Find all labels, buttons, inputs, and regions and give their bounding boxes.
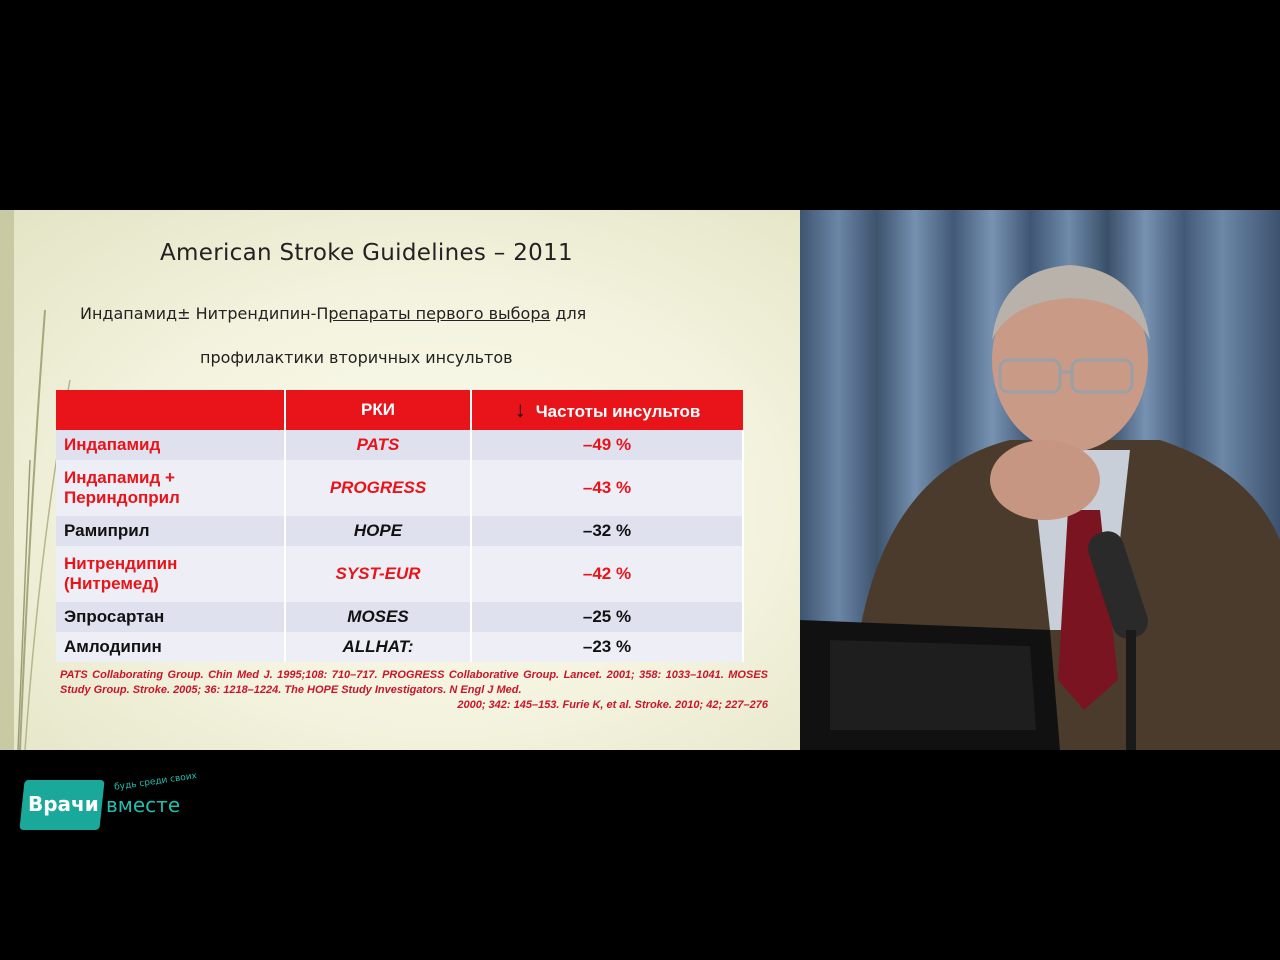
drug-line1: Индапамид +: [64, 468, 175, 487]
references: [60, 668, 768, 713]
value-cell: –49 %: [471, 430, 743, 460]
table-row: [56, 516, 743, 546]
drug-cell: [56, 460, 285, 516]
value-cell: –43 %: [471, 460, 743, 516]
subtitle-underlined: репараты первого выбора: [328, 304, 551, 323]
speaker-video-image: [800, 210, 1280, 750]
header-stroke-rate-label: Частоты инсультов: [535, 402, 701, 421]
drug-cell: Индапамид: [56, 430, 285, 460]
value-cell: –32 %: [471, 516, 743, 546]
table-row: [56, 430, 743, 460]
table-row: [56, 546, 743, 602]
trial-cell: PATS: [285, 430, 471, 460]
drug-cell: Рамиприл: [56, 516, 285, 546]
header-drug: [56, 390, 285, 430]
references-line2: 2000; 342: 145–153. Furie K, et al. Stroke. 2010; 42; 227–276: [457, 699, 768, 711]
drug-line1: Нитрендипин: [64, 554, 178, 573]
trials-table: [56, 390, 744, 662]
drug-cell: [56, 546, 285, 602]
drug-cell: Амлодипин: [56, 632, 285, 662]
drug-line2: (Нитремед): [64, 574, 159, 593]
speaker-video: [800, 210, 1280, 750]
slide-subtitle-line1: [80, 304, 586, 323]
logo-tagline: будь среди своих: [113, 771, 198, 793]
logo-part1: Врачи: [28, 792, 99, 816]
value-cell: –42 %: [471, 546, 743, 602]
drug-cell: Эпросартан: [56, 602, 285, 632]
value-cell: –23 %: [471, 632, 743, 662]
value-cell: –25 %: [471, 602, 743, 632]
table-row: [56, 632, 743, 662]
trial-cell: HOPE: [285, 516, 471, 546]
header-stroke-rate: [471, 390, 743, 430]
header-trial: РКИ: [285, 390, 471, 430]
logo-part2: вместе: [106, 793, 181, 817]
down-arrow-icon: ↓: [514, 397, 526, 422]
slide-title: American Stroke Guidelines – 2011: [160, 240, 573, 266]
trial-cell: ALLHAT:: [285, 632, 471, 662]
subtitle-suffix: для: [550, 304, 587, 323]
subtitle-prefix: Индапамид± Нитрендипин-П: [80, 304, 329, 323]
presentation-slide: [0, 210, 800, 750]
trial-cell: PROGRESS: [285, 460, 471, 516]
table-row: [56, 460, 743, 516]
references-line1: PATS Collaborating Group. Chin Med J. 1995;108: 710–717. PROGRESS Collaborative Group. Lancet. 2001; 358: 1033–1041. MOSES Study Group. Stroke. 2005; 36: 1218–1224. The HOPE Study Investigators. N Engl J Med.: [60, 669, 768, 696]
slide-subtitle-line2: профилактики вторичных инсультов: [200, 348, 513, 367]
table-header-row: [56, 390, 743, 430]
trial-cell: SYST-EUR: [285, 546, 471, 602]
trial-cell: MOSES: [285, 602, 471, 632]
table-row: [56, 602, 743, 632]
drug-line2: Периндоприл: [64, 488, 180, 507]
